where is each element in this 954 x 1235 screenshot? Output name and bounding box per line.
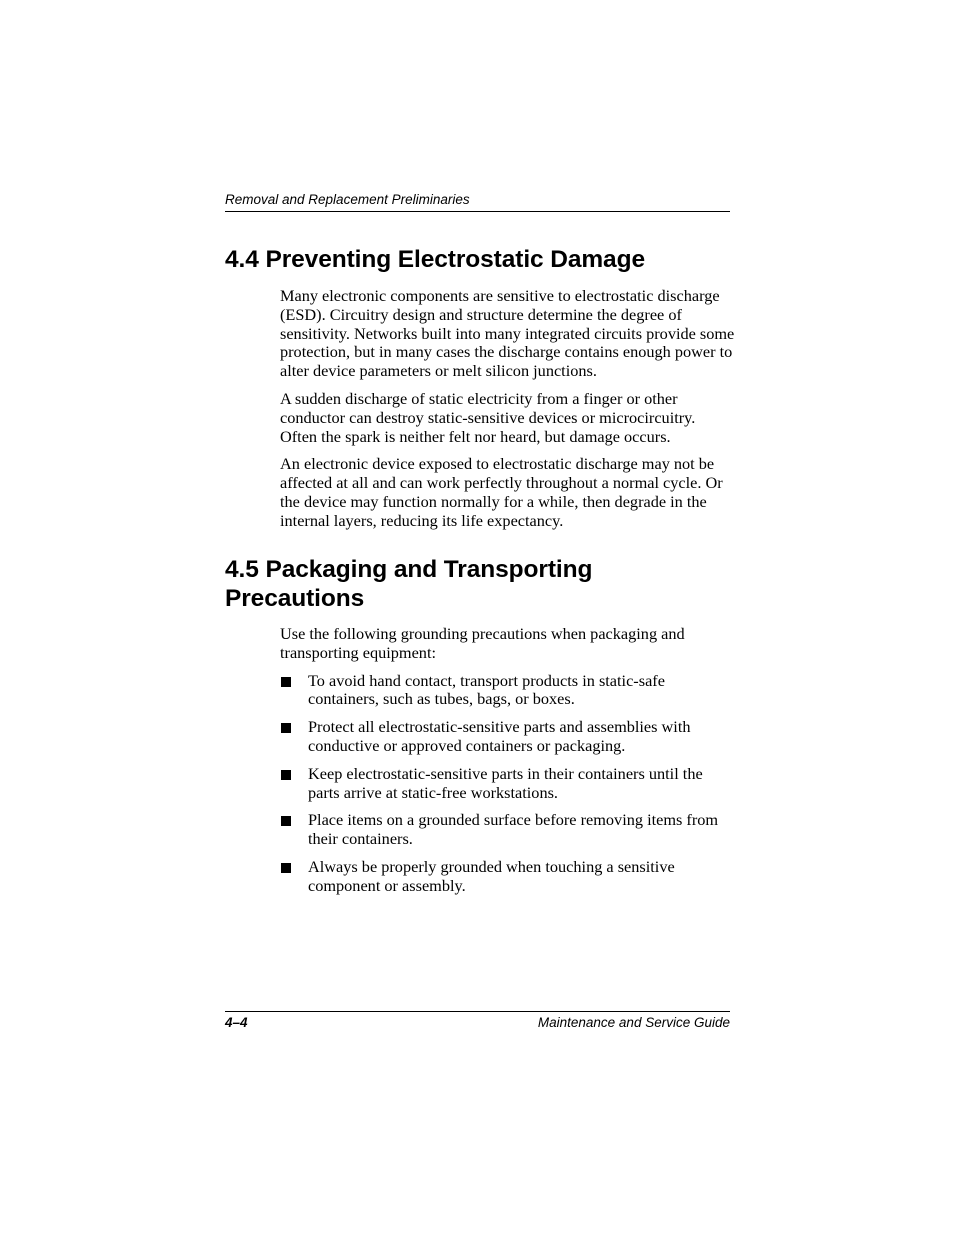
square-bullet-icon [281,770,291,780]
section-body [280,625,735,896]
paragraph: A sudden discharge of static electricity from a finger or other conductor can destroy static-sensitive devices or microcircuitry. Often the spark is neither felt nor heard, but damage occurs. [280,388,696,446]
paragraph: An electronic device exposed to electrostatic discharge may not be affected at all and can work perfectly throughout a normal cycle. Or the device may function normally for a while, then degrade in the internal layers, reducing its life expectancy. [280,454,723,530]
square-bullet-icon [281,863,291,873]
list-item-text: Always be properly grounded when touching a sensitive component or assembly. [308,856,675,895]
list-item-text: Protect all electrostatic-sensitive parts and assemblies with conductive or approved containers or packaging. [308,717,691,755]
list-item [280,718,735,756]
list-item [280,672,735,710]
section-heading-line: Precautions [225,585,365,612]
square-bullet-icon [281,723,291,733]
list-item [280,765,735,803]
list-item-text: To avoid hand contact, transport products in static-safe containers, such as tubes, bags, or boxes. [308,670,665,709]
square-bullet-icon [281,677,291,687]
bullet-list [280,672,735,896]
list-item-text: Place items on a grounded surface before removing items from their containers. [308,810,719,849]
section-4-4 [225,245,735,540]
page-number: 4–4 [225,1015,248,1030]
list-item-text: Keep electrostatic-sensitive parts in their containers until the parts arrive at static-free workstations. [308,763,703,802]
intro-paragraph: Use the following grounding precautions when packaging and transporting equipment: [280,624,685,662]
guide-title: Maintenance and Service Guide [537,1015,730,1030]
paragraph: Many electronic components are sensitive to electrostatic discharge (ESD). Circuitry design and structure determine the degree of sensitivity. Networks built into many integrated circuits provide some protection, but in many cases the discharge contains enough power to alter device parameters or melt silicon junctions. [280,286,735,381]
page-footer [225,1011,730,1031]
section-heading: 4.4 Preventing Electrostatic Damage [225,246,645,273]
section-body [280,287,735,531]
list-item [280,858,735,896]
square-bullet-icon [281,816,291,826]
running-head: Removal and Replacement Preliminaries [225,192,730,212]
list-item [280,811,735,849]
section-4-5 [225,555,735,905]
section-heading [225,555,735,613]
section-heading-line: 4.5 Packaging and Transporting [225,556,593,583]
